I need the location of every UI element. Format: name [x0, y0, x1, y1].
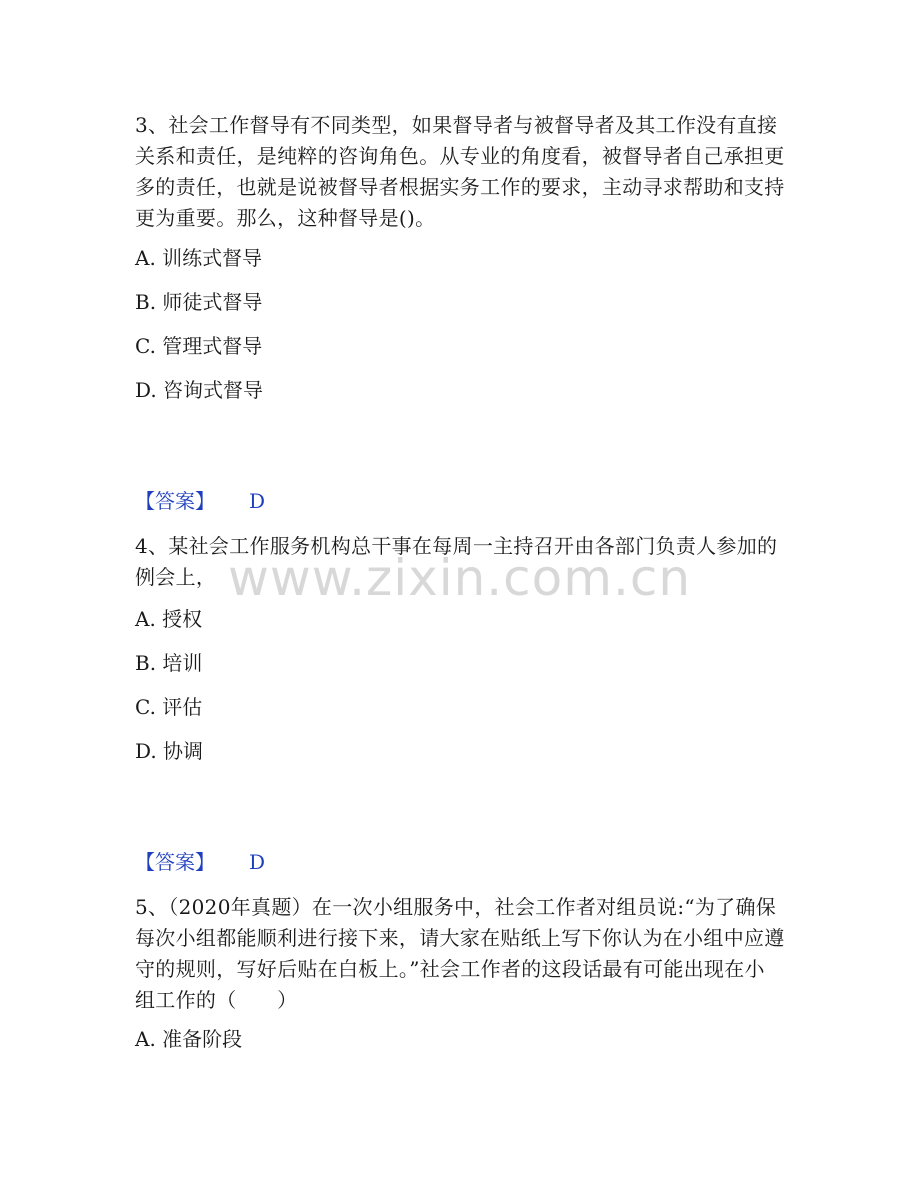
answer-value: D — [249, 850, 266, 874]
answer-label: 【答案】 — [135, 489, 215, 513]
question-3-option-d: D. 咨询式督导 — [135, 378, 264, 402]
answer-label: 【答案】 — [135, 850, 215, 874]
question-4-option-a: A. 授权 — [135, 607, 203, 631]
answer-value: D — [249, 489, 266, 513]
question-3-answer — [135, 487, 265, 515]
question-5-text: 5、（2020年真题）在一次小组服务中，社会工作者对组员说:“为了确保每次小组都能顺利进行接下来，请大家在贴纸上写下你认为在小组中应遵守的规则，写好后贴在白板上。”社会工作者的这段话最有可能出现在小组工作的（ ） — [135, 895, 785, 1012]
watermark: www.zixin.com.cn — [228, 549, 692, 607]
question-4-option-d: D. 协调 — [135, 739, 204, 763]
question-5-option-a: A. 准备阶段 — [135, 1027, 243, 1051]
question-4-text: 4、某社会工作服务机构总干事在每周一主持召开由各部门负责人参加的例会上， — [135, 534, 778, 589]
question-4-answer — [135, 848, 265, 876]
question-3-option-a: A. 训练式督导 — [135, 246, 263, 270]
question-4-option-b: B. 培训 — [135, 651, 203, 675]
question-3-option-b: B. 师徒式督导 — [135, 290, 263, 314]
question-3-option-c: C. 管理式督导 — [135, 334, 263, 358]
question-3-text: 3、社会工作督导有不同类型，如果督导者与被督导者及其工作没有直接关系和责任，是纯粹的咨询角色。从专业的角度看，被督导者自己承担更多的责任，也就是说被督导者根据实务工作的要求，主动寻求帮助和支持更为重要。那么，这种督导是()。 — [135, 113, 785, 230]
question-4-option-c: C. 评估 — [135, 695, 203, 719]
